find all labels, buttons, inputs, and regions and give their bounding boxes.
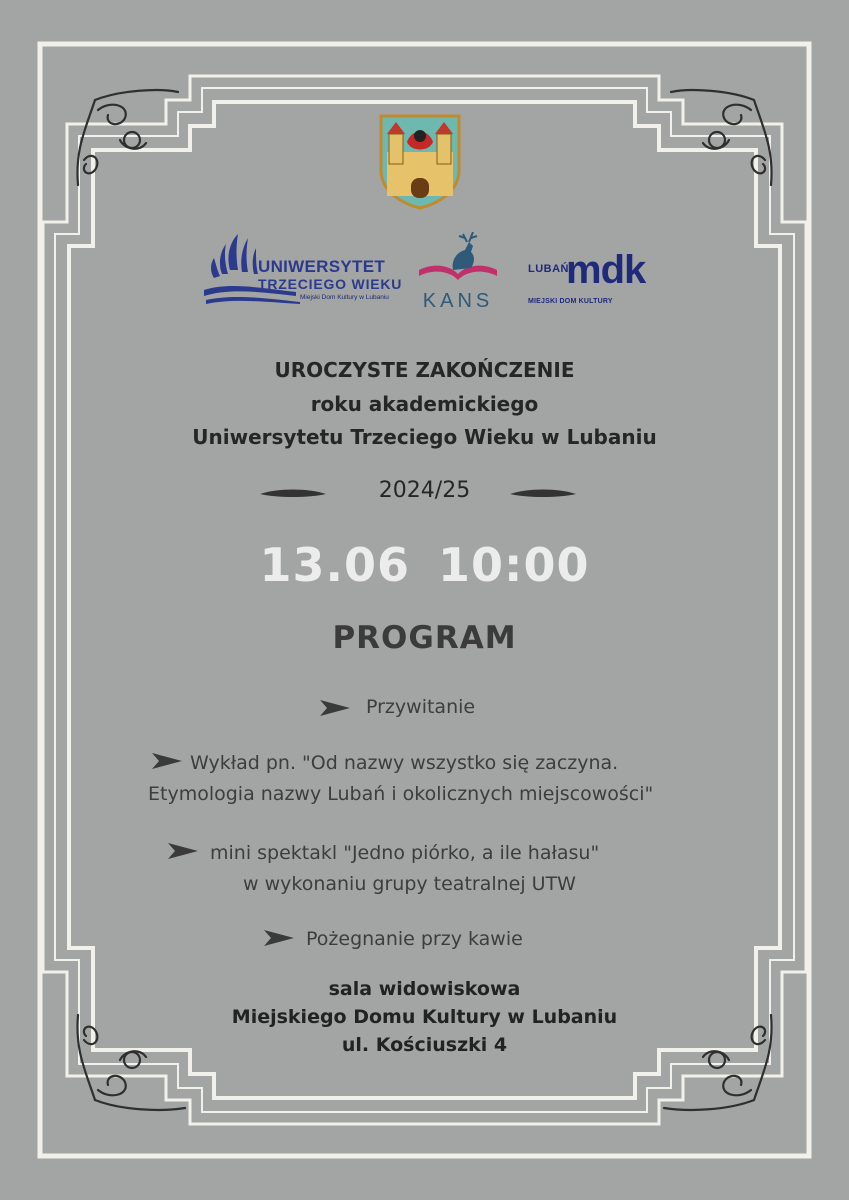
kans-logo-graphic <box>413 232 503 292</box>
academic-year: 2024/25 <box>378 478 471 503</box>
program-item-3-line2: w wykonaniu grupy teatralnej UTW <box>243 873 576 895</box>
mdk-logo-text: mdk <box>566 248 646 292</box>
venue-line1: sala widowiskowa <box>328 978 521 1000</box>
kans-logo-text: KANS <box>422 290 494 312</box>
arrow-bullet-icon <box>152 753 182 769</box>
event-time: 10:00 <box>438 538 590 592</box>
event-datetime <box>0 538 849 592</box>
utw-logo-text <box>258 258 402 292</box>
utw-line1: UNIWERSYTET <box>258 257 386 276</box>
mdk-logo-subtitle: MIEJSKI DOM KULTURY <box>528 298 613 305</box>
arrow-bullet-icon <box>320 700 350 716</box>
program-item-3-line1: mini spektakl "Jedno piórko, a ile hałasu" <box>210 842 600 864</box>
venue-line2: Miejskiego Domu Kultury w Lubaniu <box>231 1006 618 1028</box>
program-title: PROGRAM <box>332 620 517 656</box>
heading-line1: UROCZYSTE ZAKOŃCZENIE <box>274 358 575 382</box>
event-date: 13.06 <box>259 538 411 592</box>
utw-subtitle: Miejski Dom Kultury w Lubaniu <box>300 294 389 301</box>
swash-right-icon <box>508 486 578 502</box>
heading-line3: Uniwersytetu Trzeciego Wieku w Lubaniu <box>192 425 657 449</box>
program-item-1: Przywitanie <box>366 696 476 718</box>
program-item-4: Pożegnanie przy kawie <box>306 928 523 950</box>
mdk-logo-small: LUBAŃ <box>528 263 569 275</box>
arrow-bullet-icon <box>264 930 294 946</box>
arrow-bullet-icon <box>168 843 198 859</box>
venue-line3: ul. Kościuszki 4 <box>341 1034 508 1056</box>
heading-line2: roku akademickiego <box>310 392 539 416</box>
program-item-2-line2: Etymologia nazwy Lubań i okolicznych miejscowości" <box>148 783 654 805</box>
utw-line2: TRZECIEGO WIEKU <box>258 276 403 292</box>
program-item-2-line1: Wykład pn. "Od nazwy wszystko się zaczyna. <box>190 752 619 774</box>
coat-of-arms-logo <box>377 112 463 210</box>
